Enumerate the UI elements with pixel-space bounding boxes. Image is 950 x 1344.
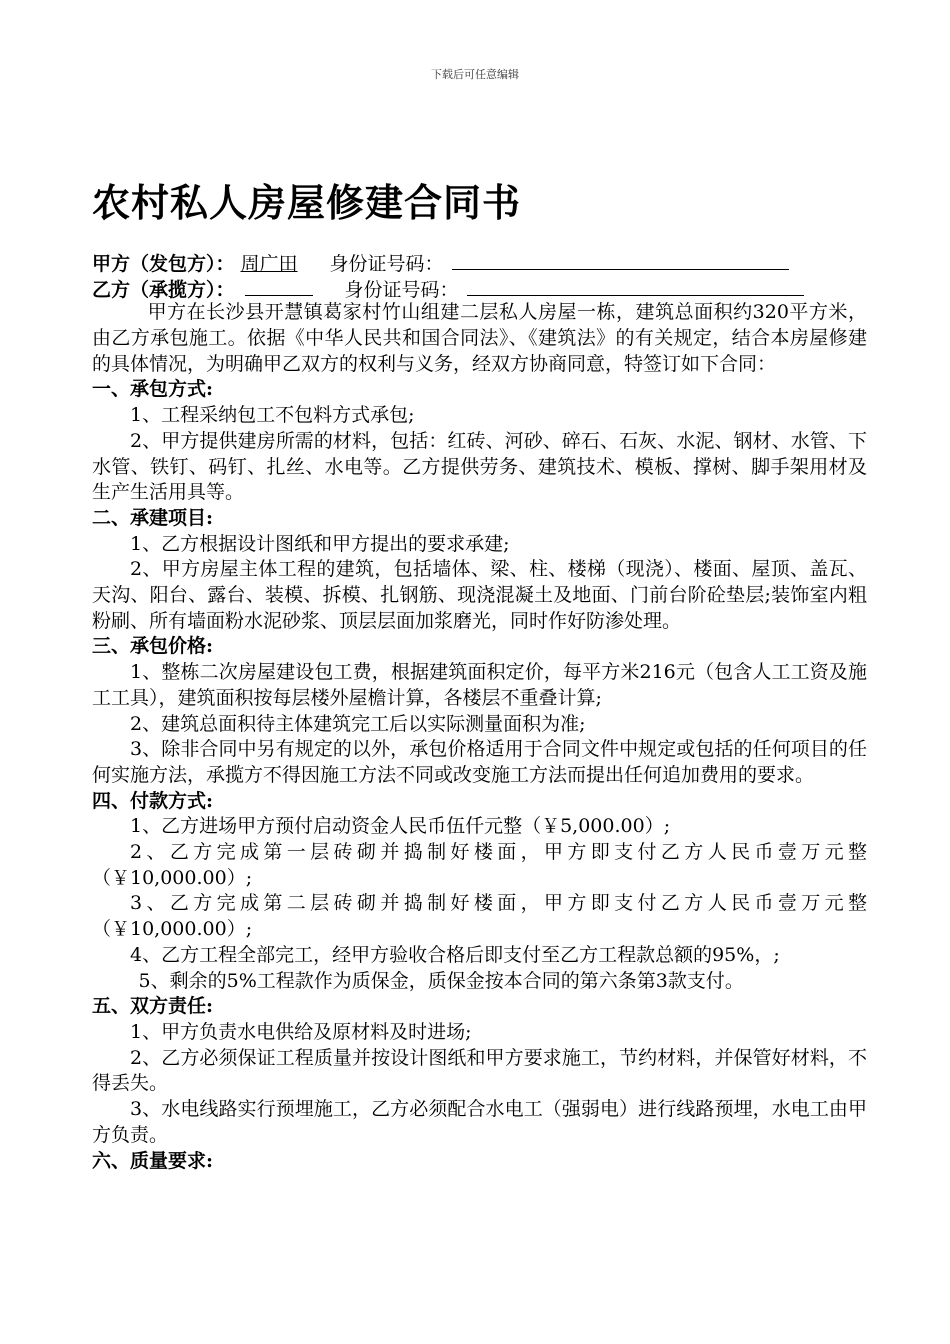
section-2-item-2: 2、甲方房屋主体工程的建筑，包括墙体、梁、柱、楼梯（现浇）、楼面、屋顶、盖瓦、天沟、阳台、露台、装模、拆模、扎钢筋、现浇混凝土及地面、门前台阶砼垫层;装饰室内粗粉刷、所有墙面粉水泥砂浆、顶层层面加浆磨光，同时作好防渗处理。: [92, 558, 867, 632]
section-heading-2: 二、承建项目:: [92, 506, 214, 529]
section-4-item-3: 3、乙方完成第二层砖砌并捣制好楼面，甲方即支付乙方人民币壹万元整（￥10,000.00）;: [92, 892, 867, 941]
section-4-item-2: 2、乙方完成第一层砖砌并捣制好楼面，甲方即支付乙方人民币壹万元整（￥10,000.00）;: [92, 841, 867, 889]
section-4-item-1: 1、乙方进场甲方预付启动资金人民币伍仟元整（￥5,000.00）;: [130, 815, 671, 838]
section-5-item-1: 1、甲方负责水电供给及原材料及时进场;: [130, 1020, 472, 1043]
section-5-item-2: 2、乙方必须保证工程质量并按设计图纸和甲方要求施工，节约材料，并保管好材料，不得丢失。: [92, 1046, 867, 1095]
section-heading-5: 五、双方责任:: [92, 995, 214, 1018]
section-heading-6: 六、质量要求:: [92, 1149, 214, 1172]
section-3-item-2: 2、建筑总面积待主体建筑完工后以实际测量面积为准;: [130, 712, 586, 735]
contract-title: 农村私人房屋修建合同书: [92, 180, 522, 225]
section-1-item-1: 1、工程采纳包工不包料方式承包;: [130, 404, 415, 427]
party-a-name: 周广田: [240, 253, 298, 275]
section-1-item-2: 2、甲方提供建房所需的材料，包括：红砖、河砂、碎石、石灰、水泥、钢材、水管、下水管、铁钉、码钉、扎丝、水电等。乙方提供劳务、建筑技术、模板、撑树、脚手架用材及生产生活用具等。: [92, 429, 867, 504]
section-3-item-1: 1、整栋二次房屋建设包工费，根据建筑面积定价，每平方米216元（包含人工工资及施工工具），建筑面积按每层楼外屋檐计算，各楼层不重叠计算;: [92, 661, 867, 709]
section-2-item-1: 1、乙方根据设计图纸和甲方提出的要求承建;: [130, 532, 510, 555]
page-header-note: 下载后可任意编辑: [431, 68, 519, 81]
party-b-line: [92, 275, 867, 301]
contract-body: [92, 249, 867, 1174]
section-heading-3: 三、承包价格:: [92, 635, 214, 658]
section-heading-4: 四、付款方式:: [92, 789, 214, 812]
party-a-id-blank: [452, 249, 789, 270]
party-b-name-blank: [245, 275, 313, 296]
section-4-item-4: 4、乙方工程全部完工，经甲方验收合格后即支付至乙方工程款总额的95%，;: [130, 943, 780, 966]
party-b-id-blank: [467, 275, 804, 296]
party-b-id-label: 身份证号码：: [344, 278, 459, 301]
section-5-item-3: 3、水电线路实行预埋施工，乙方必须配合水电工（强弱电）进行线路预埋，水电工由甲方负责。: [92, 1098, 867, 1146]
section-4-item-5: 5、剩余的5%工程款作为质保金，质保金按本合同的第六条第3款支付。: [138, 969, 744, 992]
section-3-item-3: 3、除非合同中另有规定的以外，承包价格适用于合同文件中规定或包括的任何项目的任何实施方法，承揽方不得因施工方法不同或改变施工方法而提出任何追加费用的要求。: [92, 738, 867, 786]
party-a-id-label: 身份证号码：: [329, 253, 444, 275]
intro-text: 甲方在长沙县开慧镇葛家村竹山组建二层私人房屋一栋，建筑总面积约320平方米，由乙方承包施工。依据《中华人民共和国合同法》、《建筑法》的有关规定，结合本房屋修建的具体情况，为明确甲乙双方的权利与义务，经双方协商同意，特签订如下合同：: [92, 301, 867, 375]
party-a-line: [92, 249, 867, 275]
party-a-label: 甲方（发包方）：: [92, 253, 235, 275]
party-b-label: 乙方（承揽方）：: [92, 278, 235, 301]
section-heading-1: 一、承包方式:: [92, 378, 214, 401]
intro-paragraph: [92, 300, 867, 377]
